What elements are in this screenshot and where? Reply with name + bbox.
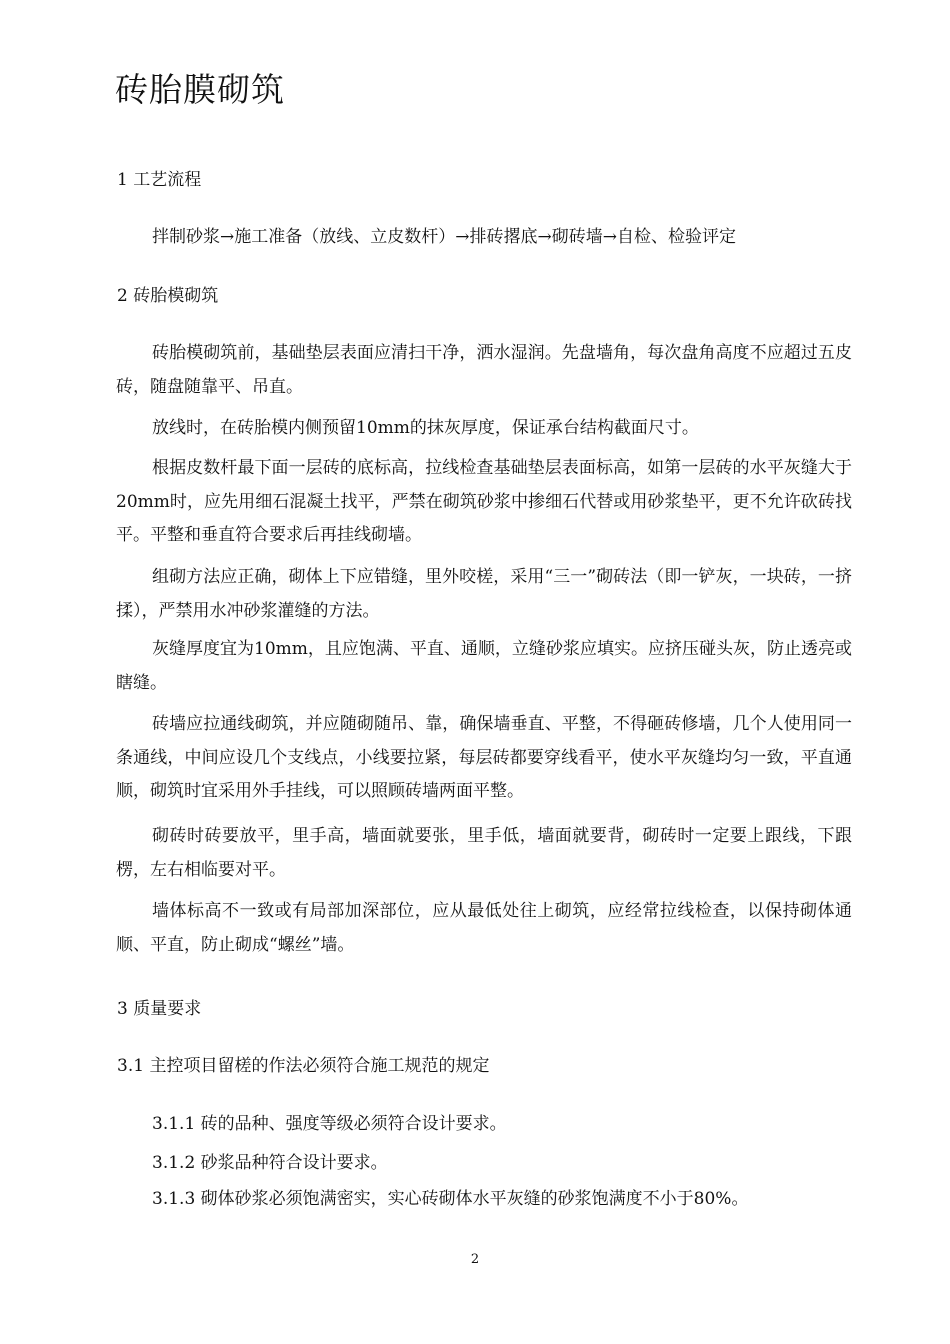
section-heading-process: 1 工艺流程: [117, 170, 202, 190]
page-number: 2: [470, 1252, 480, 1267]
quality-item: 3.1.2 砂浆品种符合设计要求。: [152, 1153, 388, 1173]
masonry-paragraph: 放线时，在砖胎模内侧预留10mm的抹灰厚度，保证承台结构截面尺寸。: [152, 418, 699, 438]
process-flow-text: 拌制砂浆→施工准备（放线、立皮数杆）→排砖撂底→砌砖墙→自检、检验评定: [152, 227, 736, 247]
masonry-paragraph: 根据皮数杆最下面一层砖的底标高，拉线检查基础垫层表面标高，如第一层砖的水平灰缝大于20mm时，应先用细石混凝土找平，严禁在砌筑砂浆中掺细石代替或用砂浆垫平，更不允许砍砖找平。平整和垂直符合要求后再挂线砌墙。: [116, 458, 852, 545]
masonry-paragraph: 墙体标高不一致或有局部加深部位，应从最低处往上砌筑，应经常拉线检查，以保持砌体通顺、平直，防止砌成“螺丝”墙。: [116, 901, 852, 955]
masonry-paragraph: 灰缝厚度宜为10mm，且应饱满、平直、通顺，立缝砂浆应填实。应挤压碰头灰，防止透亮或瞎缝。: [116, 639, 852, 693]
masonry-paragraph: 砌砖时砖要放平，里手高，墙面就要张，里手低，墙面就要背，砌砖时一定要上跟线，下跟楞，左右相临要对平。: [116, 826, 852, 880]
masonry-paragraph: 组砌方法应正确，砌体上下应错缝，里外咬槎，采用“三一”砌砖法（即一铲灰，一块砖，一挤揉），严禁用水冲砂浆灌缝的方法。: [116, 567, 852, 621]
subsection-heading-main-items: 3.1 主控项目留槎的作法必须符合施工规范的规定: [117, 1056, 490, 1076]
masonry-paragraph: 砖墙应拉通线砌筑，并应随砌随吊、靠，确保墙垂直、平整，不得砸砖修墙，几个人使用同一条通线，中间应设几个支线点，小线要拉紧，每层砖都要穿线看平，使水平灰缝均匀一致，平直通顺，砌筑时宜采用外手挂线，可以照顾砖墙两面平整。: [116, 714, 852, 801]
quality-item: 3.1.1 砖的品种、强度等级必须符合设计要求。: [152, 1114, 507, 1134]
section-heading-masonry: 2 砖胎模砌筑: [117, 286, 219, 306]
section-heading-quality: 3 质量要求: [117, 999, 202, 1019]
document-title: 砖胎膜砌筑: [115, 70, 285, 109]
quality-item: 3.1.3 砌体砂浆必须饱满密实，实心砖砌体水平灰缝的砂浆饱满度不小于80%。: [152, 1189, 749, 1209]
masonry-paragraph: 砖胎模砌筑前，基础垫层表面应清扫干净，洒水湿润。先盘墙角，每次盘角高度不应超过五皮砖，随盘随靠平、吊直。: [116, 343, 852, 397]
